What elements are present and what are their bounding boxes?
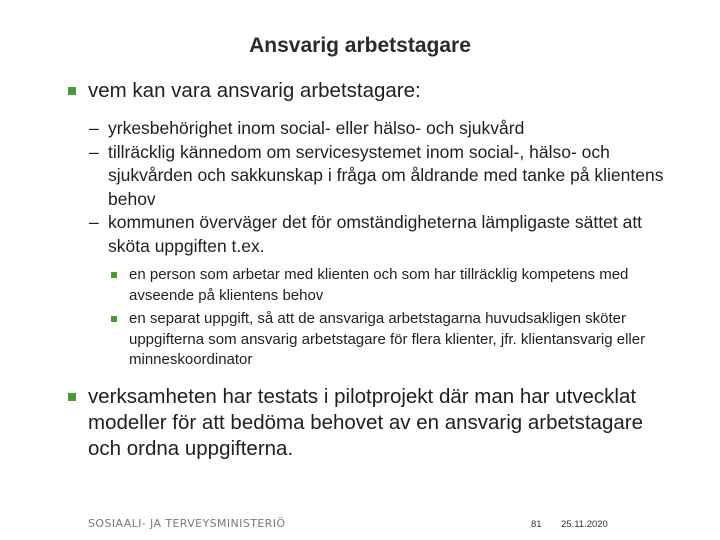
sub-sub-bullet-text: en person som arbetar med klienten och som har tillräcklig kompetens med avseende på klientens behov xyxy=(129,266,629,304)
sub-sub-bullet-item-1 xyxy=(110,265,666,306)
sub-bullet-text: tillräcklig kännedom om servicesystemet inom social-, hälso- och sjukvården och sakkunskap i fråga om åldrande med tanke på klientens behov xyxy=(108,141,664,209)
footer-page-number: 81 xyxy=(531,519,542,530)
sub-sub-bullet-item-2 xyxy=(110,309,666,371)
sub-bullet-item-1 xyxy=(89,117,666,141)
slide-content xyxy=(66,78,666,462)
dash-bullet-icon: – xyxy=(89,118,99,138)
sub-bullet-item-2 xyxy=(89,141,666,212)
bullet-item-main-1 xyxy=(66,78,666,104)
bullet-text: verksamheten har testats i pilotprojekt där man har utvecklat modeller för att bedöma behovet av en ansvarig arbetstagare och ordna uppgifterna. xyxy=(88,384,643,460)
dash-bullet-icon: – xyxy=(89,141,99,162)
bullet-text: vem kan vara ansvarig arbetstagare: xyxy=(88,79,421,102)
footer-organization-logo: SOSIAALI- JA TERVEYSMINISTERIÖ xyxy=(88,517,286,530)
sub-sub-bullet-text: en separat uppgift, så att de ansvariga arbetstagarna huvudsakligen sköter uppgifterna som ansvarig arbetstagare för flera klienter, jfr. klientansvarig eller minneskoordinator xyxy=(129,310,646,368)
sub-bullet-item-3 xyxy=(89,211,666,258)
square-bullet-icon xyxy=(111,272,117,278)
square-bullet-icon xyxy=(68,393,76,401)
bullet-item-main-2 xyxy=(66,384,666,462)
square-bullet-icon xyxy=(68,87,76,95)
dash-bullet-icon: – xyxy=(89,212,99,232)
sub-bullet-text: yrkesbehörighet inom social- eller hälso- och sjukvård xyxy=(108,118,525,138)
slide-title: Ansvarig arbetstagare xyxy=(249,34,471,57)
square-bullet-icon xyxy=(111,316,117,322)
sub-bullet-text: kommunen överväger det för omständigheterna lämpligaste sättet att sköta uppgiften t.ex. xyxy=(108,212,643,256)
footer-date: 25.11.2020 xyxy=(561,519,608,530)
